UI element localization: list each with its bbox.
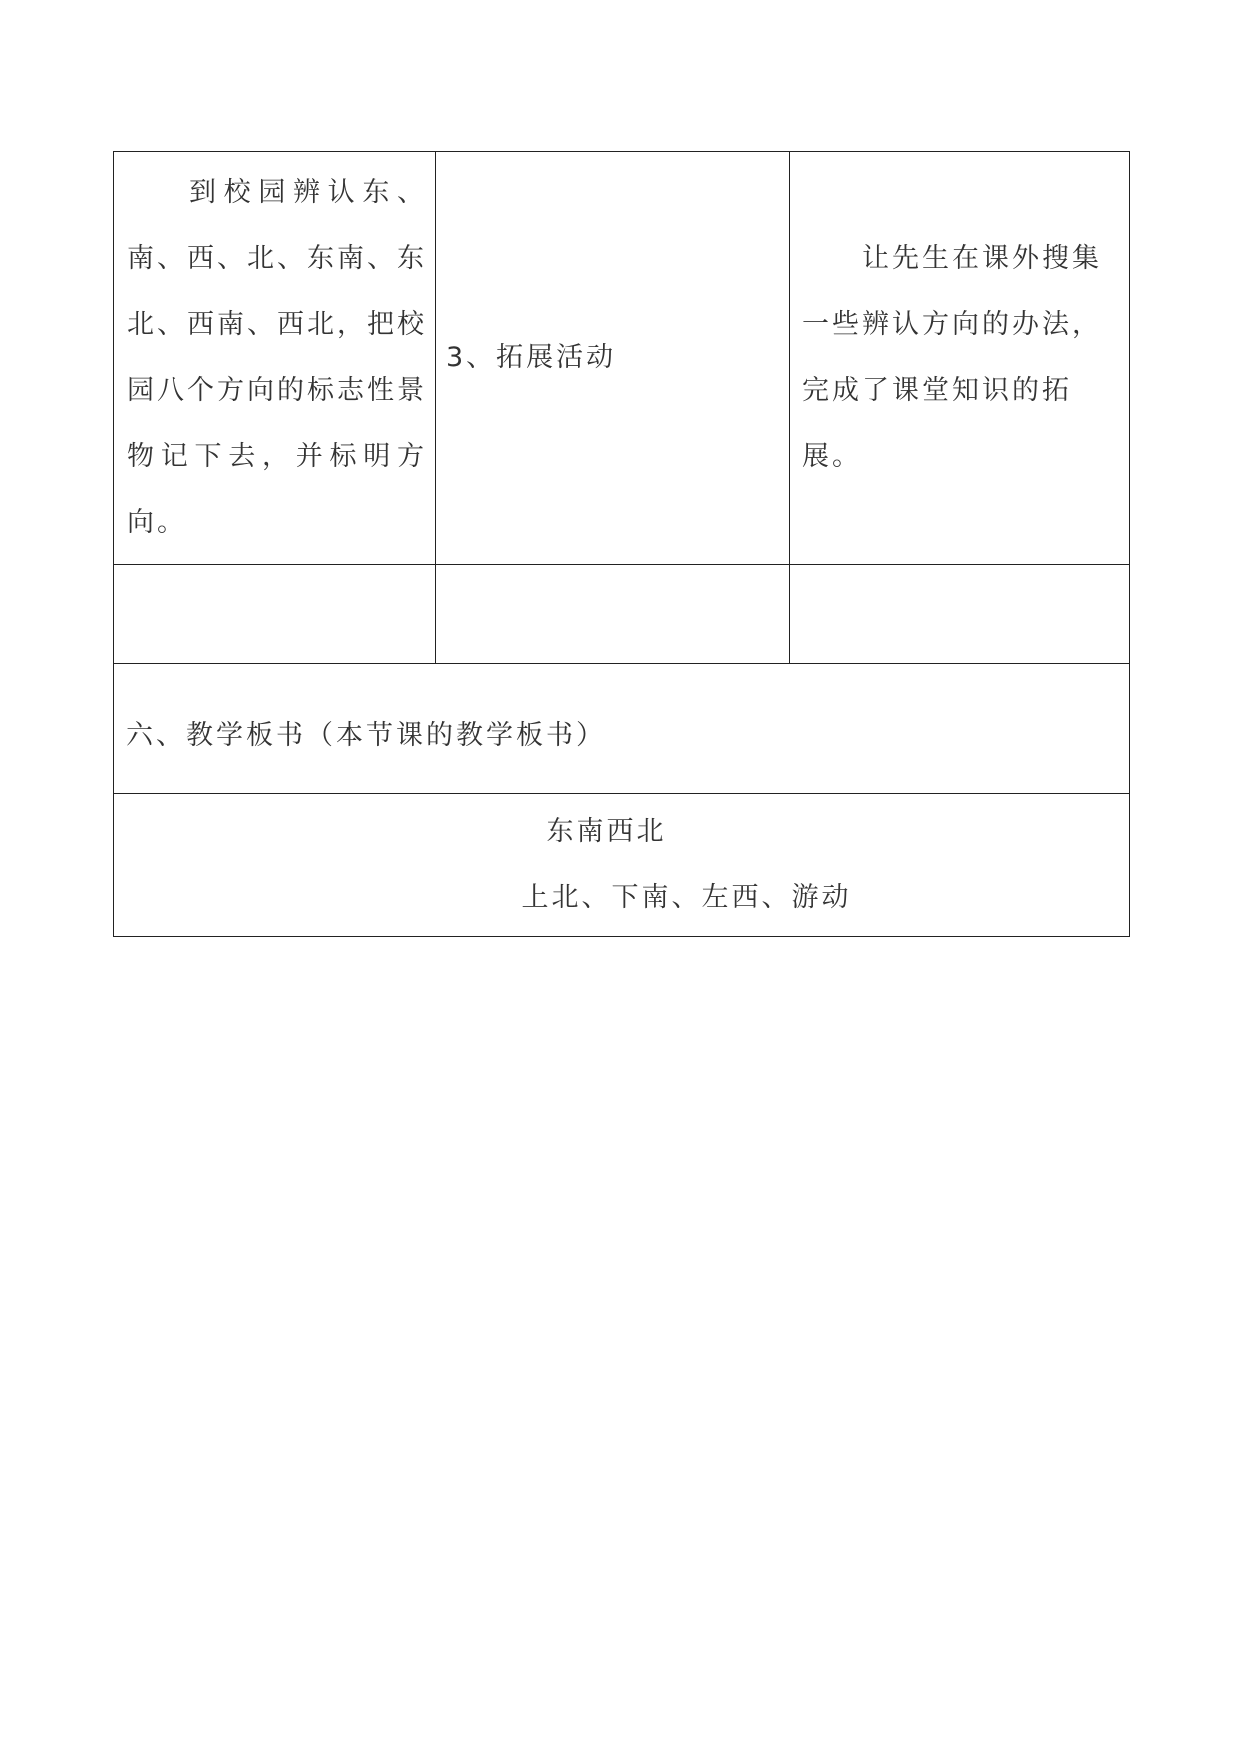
empty-cell xyxy=(436,565,790,664)
teacher-activity-text: 3、拓展活动 xyxy=(446,342,617,373)
student-activity-cell xyxy=(114,152,436,565)
board-content-row xyxy=(114,794,1130,937)
empty-cell xyxy=(114,565,436,664)
board-section-title: 六、教学板书（本节课的教学板书） xyxy=(114,664,1130,794)
teacher-activity-cell xyxy=(436,152,790,565)
lesson-plan-table xyxy=(113,151,1130,937)
student-activity-text: 到校园辨认东、南、西、北、东南、东北、西南、西北，把校园八个方向的标志性景物记下去，并标明方向。 xyxy=(127,177,427,538)
design-intent-cell xyxy=(790,152,1130,565)
board-line-1: 东南西北 xyxy=(546,816,667,847)
board-line-2: 上北、下南、左西、游动 xyxy=(521,882,852,913)
empty-cell xyxy=(790,565,1130,664)
board-title-row xyxy=(114,664,1130,794)
design-intent-text: 让先生在课外搜集一些辨认方向的办法，完成了课堂知识的拓展。 xyxy=(802,243,1102,472)
empty-row xyxy=(114,565,1130,664)
activity-row xyxy=(114,152,1130,565)
board-content-cell xyxy=(114,794,1130,937)
